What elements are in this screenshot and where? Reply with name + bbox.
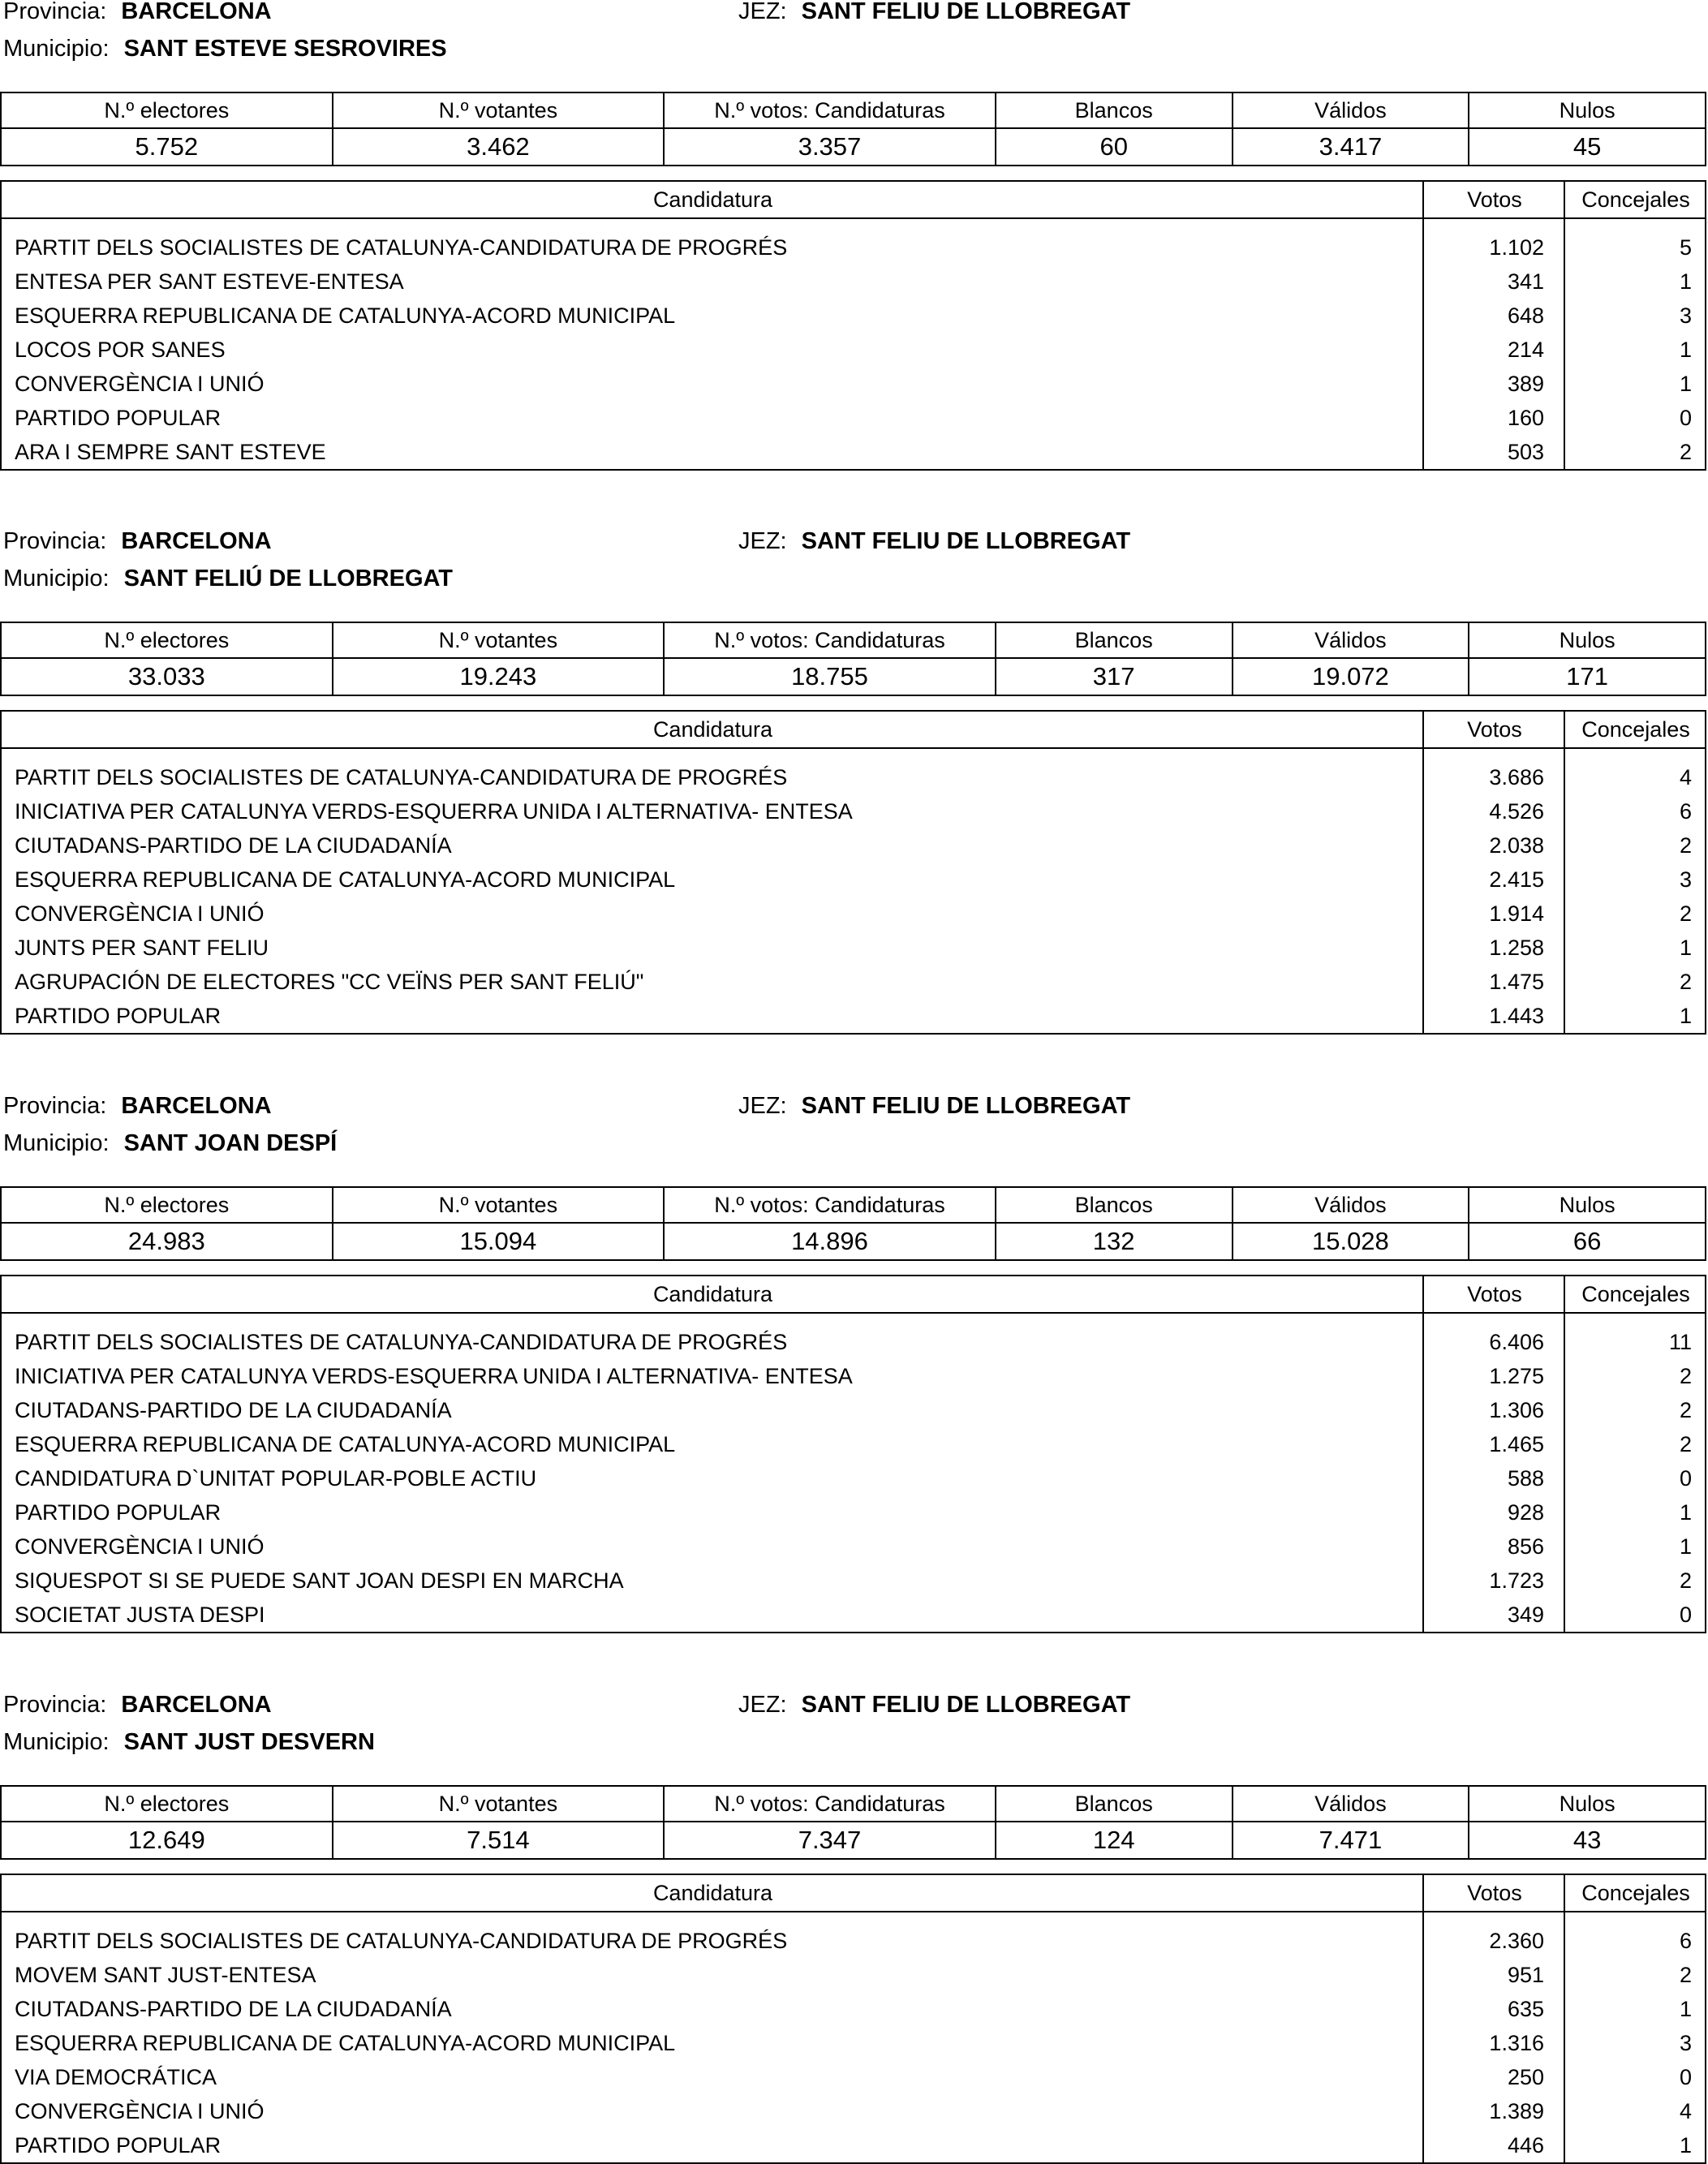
stats-value-cell: 14.896 [664, 1223, 996, 1260]
table-row [2, 1393, 1705, 1427]
concejales-value: 2 [1679, 1364, 1692, 1388]
candidatura-name: ENTESA PER SANT ESTEVE-ENTESA [15, 269, 404, 294]
votos-value: 1.723 [1489, 1568, 1544, 1593]
table-row [2, 999, 1705, 1033]
votos-value: 503 [1507, 440, 1544, 464]
candidatura-name: CONVERGÈNCIA I UNIÓ [15, 901, 265, 926]
stats-header-cell: Válidos [1233, 1187, 1469, 1223]
table-row [2, 367, 1705, 401]
concejales-header: Concejales [1581, 1881, 1690, 1905]
stats-header-cell: N.º votos: Candidaturas [664, 622, 996, 658]
concejales-value: 1 [1679, 1997, 1692, 2021]
table-row [2, 863, 1705, 897]
concejales-value: 0 [1679, 2065, 1692, 2089]
stats-header-cell: N.º votos: Candidaturas [664, 1786, 996, 1822]
concejales-value: 2 [1679, 1963, 1692, 1987]
stats-header-cell: N.º votos: Candidaturas [664, 1187, 996, 1223]
candidatura-name: INICIATIVA PER CATALUNYA VERDS-ESQUERRA UNIDA I ALTERNATIVA- ENTESA [15, 799, 853, 824]
provincia-value: BARCELONA [121, 1093, 272, 1119]
candidatura-name: PARTIT DELS SOCIALISTES DE CATALUNYA-CANDIDATURA DE PROGRÉS [15, 1330, 788, 1354]
table-row [2, 1529, 1705, 1564]
table-row [2, 1598, 1705, 1632]
concejales-header: Concejales [1581, 1282, 1690, 1306]
jez-label: JEZ: [738, 528, 787, 554]
stats-header-cell: N.º electores [1, 1786, 333, 1822]
candidaturas-header [2, 1276, 1705, 1314]
concejales-value: 11 [1668, 1330, 1692, 1354]
votos-value: 1.306 [1489, 1398, 1544, 1422]
table-row [2, 2026, 1705, 2060]
municipio-line [3, 1726, 375, 1758]
provincia-line [3, 1090, 272, 1122]
table-row [2, 1564, 1705, 1598]
stats-table [0, 1785, 1706, 1860]
stats-value-cell: 3.417 [1233, 128, 1469, 166]
stats-value-cell: 33.033 [1, 658, 333, 695]
provincia-value: BARCELONA [121, 528, 272, 554]
candidatura-name: ESQUERRA REPUBLICANA DE CATALUNYA-ACORD MUNICIPAL [15, 867, 676, 892]
stats-value-row [1, 1223, 1706, 1260]
jez-line [738, 525, 1130, 557]
jez-value: SANT FELIU DE LLOBREGAT [801, 0, 1131, 24]
votos-header: Votos [1467, 1282, 1522, 1306]
candidatura-name: SIQUESPOT SI SE PUEDE SANT JOAN DESPI EN MARCHA [15, 1568, 624, 1593]
concejales-value: 0 [1679, 1603, 1692, 1627]
table-row [2, 230, 1705, 265]
candidaturas-table [0, 1874, 1706, 2164]
concejales-value: 2 [1679, 901, 1692, 926]
concejales-value: 2 [1679, 970, 1692, 994]
candidatura-name: MOVEM SANT JUST-ENTESA [15, 1963, 316, 1987]
votos-value: 1.914 [1489, 901, 1544, 926]
stats-header-cell: Válidos [1233, 622, 1469, 658]
jez-value: SANT FELIU DE LLOBREGAT [801, 528, 1131, 554]
concejales-value: 3 [1679, 2031, 1692, 2055]
candidaturas-header [2, 1875, 1705, 1912]
stats-header-cell: N.º electores [1, 1187, 333, 1223]
table-row [2, 435, 1705, 469]
concejales-value: 1 [1679, 1500, 1692, 1525]
provincia-line [3, 1689, 272, 1721]
votos-value: 1.102 [1489, 235, 1544, 260]
stats-value-cell: 124 [996, 1822, 1233, 1859]
candidatura-name: CIUTADANS-PARTIDO DE LA CIUDADANÍA [15, 1997, 452, 2021]
votos-value: 446 [1507, 2133, 1544, 2158]
stats-header-cell: N.º votos: Candidaturas [664, 92, 996, 128]
candidatura-name: PARTIT DELS SOCIALISTES DE CATALUNYA-CANDIDATURA DE PROGRÉS [15, 765, 788, 789]
stats-value-cell: 66 [1469, 1223, 1706, 1260]
votos-value: 349 [1507, 1603, 1544, 1627]
candidatura-name: ESQUERRA REPUBLICANA DE CATALUNYA-ACORD MUNICIPAL [15, 1432, 676, 1456]
votos-value: 1.475 [1489, 970, 1544, 994]
table-row [2, 828, 1705, 863]
candidatura-header: Candidatura [652, 717, 773, 742]
candidaturas-table [0, 180, 1706, 471]
stats-header-cell: Blancos [996, 1786, 1233, 1822]
votos-value: 856 [1507, 1534, 1544, 1559]
stats-header-cell: N.º votantes [333, 622, 665, 658]
stats-header-cell: Blancos [996, 92, 1233, 128]
stats-value-cell: 18.755 [664, 658, 996, 695]
votos-value: 4.526 [1489, 799, 1544, 824]
municipio-label: Municipio: [3, 1130, 110, 1156]
stats-value-row [1, 1822, 1706, 1859]
table-row [2, 1992, 1705, 2026]
concejales-value: 4 [1679, 2099, 1692, 2123]
stats-value-cell: 15.094 [333, 1223, 665, 1260]
candidatura-name: PARTIT DELS SOCIALISTES DE CATALUNYA-CANDIDATURA DE PROGRÉS [15, 1929, 788, 1953]
stats-header-cell: Válidos [1233, 92, 1469, 128]
table-row [2, 931, 1705, 965]
candidaturas-rows [2, 749, 1705, 1033]
stats-value-cell: 171 [1469, 658, 1706, 695]
candidatura-name: ARA I SEMPRE SANT ESTEVE [15, 440, 326, 464]
stats-value-cell: 3.357 [664, 128, 996, 166]
stats-value-cell: 19.072 [1233, 658, 1469, 695]
stats-value-row [1, 658, 1706, 695]
stats-value-cell: 7.471 [1233, 1822, 1469, 1859]
table-row [2, 794, 1705, 828]
stats-header-cell: Nulos [1469, 1786, 1706, 1822]
votos-value: 6.406 [1489, 1330, 1544, 1354]
votos-value: 250 [1507, 2065, 1544, 2089]
stats-header-cell: Blancos [996, 622, 1233, 658]
table-row [2, 1325, 1705, 1359]
votos-value: 648 [1507, 303, 1544, 328]
stats-header-row [1, 92, 1706, 128]
votos-value: 635 [1507, 1997, 1544, 2021]
stats-value-cell: 7.347 [664, 1822, 996, 1859]
concejales-value: 2 [1679, 1568, 1692, 1593]
votos-value: 588 [1507, 1466, 1544, 1491]
table-row [2, 965, 1705, 999]
votos-value: 1.465 [1489, 1432, 1544, 1456]
stats-value-cell: 317 [996, 658, 1233, 695]
candidatura-name: AGRUPACIÓN DE ELECTORES "CC VEÏNS PER SANT FELIÚ" [15, 970, 644, 994]
concejales-header: Concejales [1581, 717, 1690, 742]
candidatura-name: PARTIDO POPULAR [15, 1500, 222, 1525]
concejales-value: 1 [1679, 936, 1692, 960]
concejales-value: 6 [1679, 799, 1692, 824]
votos-header: Votos [1467, 717, 1522, 742]
votos-value: 928 [1507, 1500, 1544, 1525]
stats-value-cell: 43 [1469, 1822, 1706, 1859]
concejales-header: Concejales [1581, 187, 1690, 212]
candidatura-name: CIUTADANS-PARTIDO DE LA CIUDADANÍA [15, 833, 452, 858]
candidatura-name: JUNTS PER SANT FELIU [15, 936, 269, 960]
votos-value: 951 [1507, 1963, 1544, 1987]
stats-value-cell: 45 [1469, 128, 1706, 166]
concejales-value: 4 [1679, 765, 1692, 789]
concejales-value: 1 [1679, 1534, 1692, 1559]
stats-value-cell: 7.514 [333, 1822, 665, 1859]
candidaturas-rows [2, 219, 1705, 469]
table-row [2, 1958, 1705, 1992]
provincia-line [3, 0, 272, 28]
stats-header-cell: Nulos [1469, 92, 1706, 128]
concejales-value: 1 [1679, 1004, 1692, 1028]
votos-header: Votos [1467, 187, 1522, 212]
stats-header-row [1, 1786, 1706, 1822]
concejales-value: 2 [1679, 1398, 1692, 1422]
stats-header-cell: Blancos [996, 1187, 1233, 1223]
concejales-value: 2 [1679, 833, 1692, 858]
votos-value: 2.038 [1489, 833, 1544, 858]
stats-value-cell: 3.462 [333, 128, 665, 166]
concejales-value: 0 [1679, 1466, 1692, 1491]
provincia-label: Provincia: [3, 0, 107, 24]
votos-value: 2.360 [1489, 1929, 1544, 1953]
jez-value: SANT FELIU DE LLOBREGAT [801, 1093, 1131, 1119]
concejales-value: 5 [1679, 235, 1692, 260]
candidatura-name: PARTIT DELS SOCIALISTES DE CATALUNYA-CANDIDATURA DE PROGRÉS [15, 235, 788, 260]
votos-value: 214 [1507, 338, 1544, 362]
table-row [2, 1359, 1705, 1393]
stats-header-cell: N.º votantes [333, 1786, 665, 1822]
votos-value: 1.316 [1489, 2031, 1544, 2055]
stats-value-row [1, 128, 1706, 166]
stats-value-cell: 19.243 [333, 658, 665, 695]
concejales-value: 1 [1679, 372, 1692, 396]
provincia-value: BARCELONA [121, 1692, 272, 1718]
table-row [2, 760, 1705, 794]
candidatura-name: ESQUERRA REPUBLICANA DE CATALUNYA-ACORD MUNICIPAL [15, 2031, 676, 2055]
stats-value-cell: 5.752 [1, 128, 333, 166]
municipio-label: Municipio: [3, 1729, 110, 1755]
candidaturas-table [0, 1275, 1706, 1633]
provincia-label: Provincia: [3, 1692, 107, 1718]
jez-label: JEZ: [738, 0, 787, 24]
stats-header-cell: Válidos [1233, 1786, 1469, 1822]
votos-value: 2.415 [1489, 867, 1544, 892]
candidatura-name: CIUTADANS-PARTIDO DE LA CIUDADANÍA [15, 1398, 452, 1422]
candidatura-header: Candidatura [652, 187, 773, 212]
jez-label: JEZ: [738, 1093, 787, 1119]
concejales-value: 3 [1679, 303, 1692, 328]
table-row [2, 897, 1705, 931]
votos-value: 1.258 [1489, 936, 1544, 960]
municipio-value: SANT JUST DESVERN [123, 1729, 375, 1755]
candidatura-name: INICIATIVA PER CATALUNYA VERDS-ESQUERRA UNIDA I ALTERNATIVA- ENTESA [15, 1364, 853, 1388]
concejales-value: 0 [1679, 406, 1692, 430]
table-row [2, 2094, 1705, 2128]
candidaturas-rows [2, 1912, 1705, 2162]
votos-value: 1.389 [1489, 2099, 1544, 2123]
concejales-value: 3 [1679, 867, 1692, 892]
municipio-label: Municipio: [3, 36, 110, 62]
stats-value-cell: 12.649 [1, 1822, 333, 1859]
concejales-value: 6 [1679, 1929, 1692, 1953]
table-row [2, 1461, 1705, 1495]
candidatura-name: CANDIDATURA D`UNITAT POPULAR-POBLE ACTIU [15, 1466, 537, 1491]
votos-header: Votos [1467, 1881, 1522, 1905]
municipio-value: SANT JOAN DESPÍ [123, 1130, 338, 1156]
concejales-value: 1 [1679, 269, 1692, 294]
candidatura-name: CONVERGÈNCIA I UNIÓ [15, 372, 265, 396]
jez-value: SANT FELIU DE LLOBREGAT [801, 1692, 1131, 1718]
candidaturas-table [0, 710, 1706, 1035]
candidaturas-header [2, 182, 1705, 219]
table-row [2, 333, 1705, 367]
municipio-line [3, 562, 453, 595]
table-row [2, 2060, 1705, 2094]
table-row [2, 265, 1705, 299]
stats-header-cell: N.º votantes [333, 92, 665, 128]
table-row [2, 1427, 1705, 1461]
votos-value: 341 [1507, 269, 1544, 294]
candidatura-name: PARTIDO POPULAR [15, 406, 222, 430]
table-row [2, 2128, 1705, 2162]
stats-value-cell: 132 [996, 1223, 1233, 1260]
candidatura-name: SOCIETAT JUSTA DESPI [15, 1603, 265, 1627]
jez-line [738, 1090, 1130, 1122]
municipio-value: SANT ESTEVE SESROVIRES [123, 36, 447, 62]
stats-header-cell: N.º electores [1, 92, 333, 128]
concejales-value: 2 [1679, 1432, 1692, 1456]
municipio-line [3, 32, 447, 65]
candidatura-name: CONVERGÈNCIA I UNIÓ [15, 1534, 265, 1559]
provincia-value: BARCELONA [121, 0, 272, 24]
municipio-value: SANT FELIÚ DE LLOBREGAT [123, 566, 454, 592]
candidatura-name: VIA DEMOCRÁTICA [15, 2065, 217, 2089]
stats-header-cell: N.º electores [1, 622, 333, 658]
candidatura-name: ESQUERRA REPUBLICANA DE CATALUNYA-ACORD MUNICIPAL [15, 303, 676, 328]
stats-header-cell: Nulos [1469, 1187, 1706, 1223]
stats-table [0, 92, 1706, 166]
candidaturas-rows [2, 1314, 1705, 1632]
municipio-line [3, 1127, 337, 1159]
votos-value: 1.443 [1489, 1004, 1544, 1028]
stats-value-cell: 24.983 [1, 1223, 333, 1260]
provincia-line [3, 525, 272, 557]
stats-header-cell: N.º votantes [333, 1187, 665, 1223]
provincia-label: Provincia: [3, 1093, 107, 1119]
table-row [2, 401, 1705, 435]
municipio-label: Municipio: [3, 566, 110, 592]
jez-line [738, 0, 1130, 28]
stats-value-cell: 15.028 [1233, 1223, 1469, 1260]
candidatura-name: CONVERGÈNCIA I UNIÓ [15, 2099, 265, 2123]
provincia-label: Provincia: [3, 528, 107, 554]
candidatura-header: Candidatura [652, 1881, 773, 1905]
table-row [2, 1495, 1705, 1529]
table-row [2, 299, 1705, 333]
stats-table [0, 622, 1706, 696]
candidatura-name: LOCOS POR SANES [15, 338, 226, 362]
table-row [2, 1924, 1705, 1958]
candidatura-header: Candidatura [652, 1282, 773, 1306]
concejales-value: 1 [1679, 2133, 1692, 2158]
votos-value: 160 [1507, 406, 1544, 430]
stats-header-cell: Nulos [1469, 622, 1706, 658]
concejales-value: 1 [1679, 338, 1692, 362]
votos-value: 3.686 [1489, 765, 1544, 789]
jez-line [738, 1689, 1130, 1721]
stats-table [0, 1186, 1706, 1261]
concejales-value: 2 [1679, 440, 1692, 464]
jez-label: JEZ: [738, 1692, 787, 1718]
votos-value: 389 [1507, 372, 1544, 396]
candidaturas-header [2, 712, 1705, 749]
stats-header-row [1, 1187, 1706, 1223]
candidatura-name: PARTIDO POPULAR [15, 2133, 222, 2158]
votos-value: 1.275 [1489, 1364, 1544, 1388]
stats-value-cell: 60 [996, 128, 1233, 166]
candidatura-name: PARTIDO POPULAR [15, 1004, 222, 1028]
stats-header-row [1, 622, 1706, 658]
